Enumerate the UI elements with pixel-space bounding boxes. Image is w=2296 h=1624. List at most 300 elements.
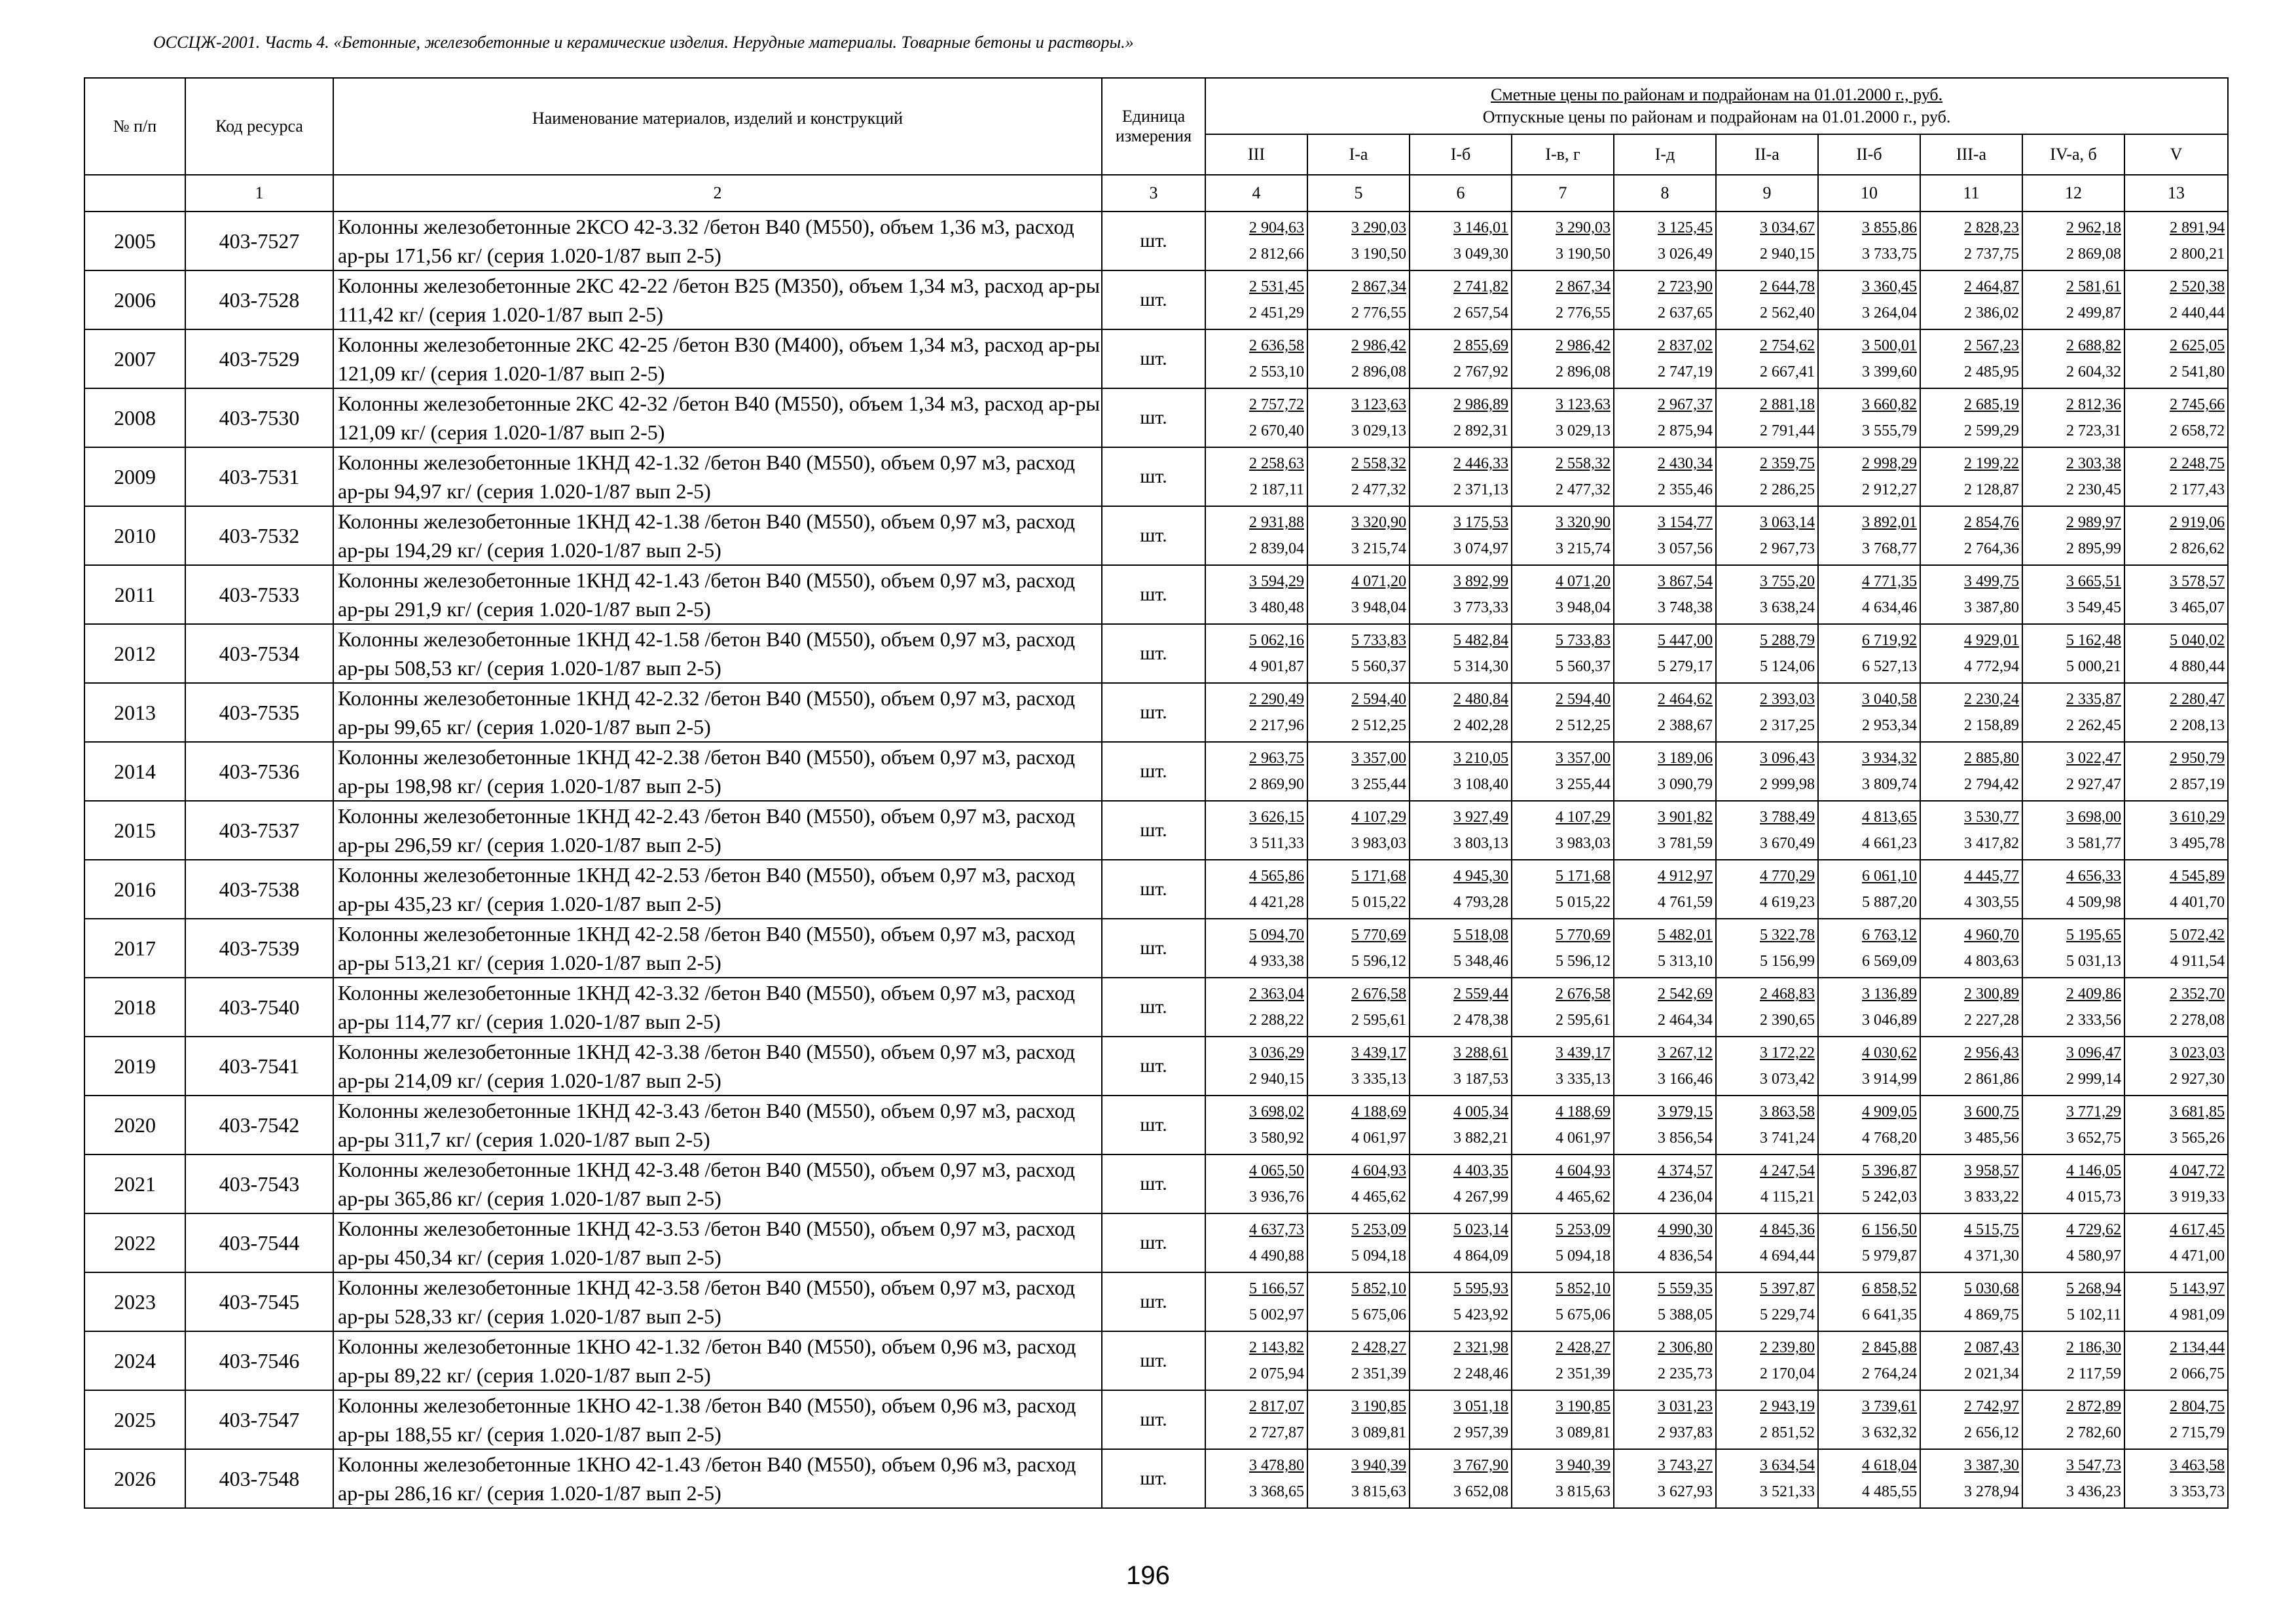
price-cell xyxy=(1920,683,2022,742)
unit: шт. xyxy=(1102,388,1205,447)
release-price: 5 675,06 xyxy=(1351,1306,1406,1323)
resource-code: 403-7535 xyxy=(185,683,333,742)
release-price: 3 733,75 xyxy=(1862,246,1917,263)
price-cell xyxy=(2124,447,2228,506)
price-cell xyxy=(1205,978,1307,1037)
release-price: 5 124,06 xyxy=(1760,658,1815,675)
estimate-price: 2 950,79 xyxy=(2170,750,2225,767)
price-cell xyxy=(1410,1449,1512,1508)
estimate-price: 3 958,57 xyxy=(1964,1162,2019,1179)
price-cell xyxy=(2022,1037,2124,1096)
release-price: 6 569,09 xyxy=(1862,953,1917,970)
release-price: 5 094,18 xyxy=(1351,1247,1406,1264)
price-cell xyxy=(1716,801,1818,860)
row-number: 2016 xyxy=(84,860,185,919)
release-price: 2 940,15 xyxy=(1249,1071,1304,1088)
estimate-price: 2 428,27 xyxy=(1351,1339,1406,1356)
release-price: 4 768,20 xyxy=(1862,1130,1917,1147)
price-cell xyxy=(2124,1213,2228,1272)
estimate-price: 2 919,06 xyxy=(2170,514,2225,531)
estimate-price: 2 855,69 xyxy=(1453,337,1508,354)
release-price: 2 658,72 xyxy=(2170,422,2225,439)
release-price: 2 485,95 xyxy=(1964,363,2019,380)
estimate-price: 4 637,73 xyxy=(1249,1221,1304,1238)
release-price: 2 355,46 xyxy=(1658,481,1713,498)
estimate-price: 3 500,01 xyxy=(1862,337,1917,354)
price-cell xyxy=(1614,1272,1716,1331)
release-price: 5 979,87 xyxy=(1862,1247,1917,1264)
estimate-price: 4 403,35 xyxy=(1453,1162,1508,1179)
resource-code: 403-7528 xyxy=(185,270,333,329)
estimate-price: 2 321,98 xyxy=(1453,1339,1508,1356)
estimate-price: 3 530,77 xyxy=(1964,809,2019,826)
release-price: 2 595,61 xyxy=(1351,1012,1406,1029)
release-price: 5 002,97 xyxy=(1249,1306,1304,1323)
release-price: 2 286,25 xyxy=(1760,481,1815,498)
release-price: 6 641,35 xyxy=(1862,1306,1917,1323)
estimate-price: 5 023,14 xyxy=(1453,1221,1508,1238)
price-cell xyxy=(2022,742,2124,801)
estimate-price: 4 813,65 xyxy=(1862,809,1917,826)
release-price: 3 089,81 xyxy=(1556,1424,1611,1441)
estimate-price: 2 685,19 xyxy=(1964,396,2019,413)
price-cell xyxy=(1205,1272,1307,1331)
item-name: Колонны железобетонные 1КНД 42-3.38 /бетон В40 (М550), объем 0,97 м3, расход ар-ры 214,09 кг/ (серия 1.020-1/87 вып 2-5) xyxy=(333,1037,1102,1096)
item-name: Колонны железобетонные 1КНД 42-3.43 /бетон В40 (М550), объем 0,97 м3, расход ар-ры 311,7 кг/ (серия 1.020-1/87 вып 2-5) xyxy=(333,1096,1102,1154)
release-price: 4 115,21 xyxy=(1760,1189,1815,1206)
estimate-price: 2 300,89 xyxy=(1964,986,2019,1003)
estimate-price: 3 901,82 xyxy=(1658,809,1713,826)
estimate-price: 3 022,47 xyxy=(2066,750,2121,767)
price-cell xyxy=(2124,1449,2228,1508)
release-price: 2 723,31 xyxy=(2066,422,2121,439)
estimate-price: 2 676,58 xyxy=(1351,986,1406,1003)
release-price: 2 217,96 xyxy=(1249,717,1304,734)
release-price: 2 839,04 xyxy=(1249,540,1304,557)
price-cell xyxy=(1410,1272,1512,1331)
estimate-price: 2 143,82 xyxy=(1249,1339,1304,1356)
price-cell xyxy=(1410,978,1512,1037)
price-cell xyxy=(1410,624,1512,683)
release-price: 2 512,25 xyxy=(1556,717,1611,734)
estimate-price: 4 445,77 xyxy=(1964,868,2019,885)
price-cell xyxy=(1716,447,1818,506)
release-price: 2 187,11 xyxy=(1249,481,1304,498)
release-price: 4 471,00 xyxy=(2170,1247,2225,1264)
price-cell xyxy=(1307,212,1410,270)
release-price: 2 235,73 xyxy=(1658,1365,1713,1382)
estimate-price: 3 146,01 xyxy=(1453,219,1508,236)
price-cell xyxy=(1512,1096,1614,1154)
release-price: 2 896,08 xyxy=(1556,363,1611,380)
price-cell xyxy=(2124,1390,2228,1449)
price-cell xyxy=(1818,742,1920,801)
price-cell xyxy=(1512,565,1614,624)
release-price: 2 478,38 xyxy=(1453,1012,1508,1029)
price-cell xyxy=(1920,1331,2022,1390)
price-cell xyxy=(1818,1096,1920,1154)
release-price: 2 851,52 xyxy=(1760,1424,1815,1441)
item-name: Колонны железобетонные 1КНД 42-1.43 /бетон В40 (М550), объем 0,97 м3, расход ар-ры 291,9 кг/ (серия 1.020-1/87 вып 2-5) xyxy=(333,565,1102,624)
price-cell xyxy=(2124,565,2228,624)
release-price: 2 794,42 xyxy=(1964,776,2019,793)
item-name: Колонны железобетонные 1КНД 42-2.58 /бетон В40 (М550), объем 0,97 м3, расход ар-ры 513,21 кг/ (серия 1.020-1/87 вып 2-5) xyxy=(333,919,1102,978)
estimate-price: 2 359,75 xyxy=(1760,455,1815,472)
release-price: 2 967,73 xyxy=(1760,540,1815,557)
release-price: 2 477,32 xyxy=(1556,481,1611,498)
release-price: 2 351,39 xyxy=(1556,1365,1611,1382)
estimate-price: 4 515,75 xyxy=(1964,1221,2019,1238)
price-cell xyxy=(1614,742,1716,801)
estimate-price: 3 031,23 xyxy=(1658,1398,1713,1415)
estimate-price: 2 986,42 xyxy=(1351,337,1406,354)
release-price: 5 015,22 xyxy=(1556,894,1611,911)
release-price: 5 314,30 xyxy=(1453,658,1508,675)
column-number: 10 xyxy=(1818,175,1920,212)
price-cell xyxy=(1205,212,1307,270)
release-price: 2 800,21 xyxy=(2170,246,2225,263)
estimate-price: 5 482,01 xyxy=(1658,927,1713,944)
header-region: V xyxy=(2124,134,2228,175)
row-number: 2022 xyxy=(84,1213,185,1272)
price-cell xyxy=(1205,329,1307,388)
estimate-price: 2 757,72 xyxy=(1249,396,1304,413)
price-cell xyxy=(1818,1037,1920,1096)
column-number: 6 xyxy=(1410,175,1512,212)
release-price: 4 465,62 xyxy=(1556,1189,1611,1206)
row-number: 2015 xyxy=(84,801,185,860)
estimate-price: 3 190,85 xyxy=(1556,1398,1611,1415)
row-number: 2012 xyxy=(84,624,185,683)
estimate-price: 2 837,02 xyxy=(1658,337,1713,354)
estimate-price: 2 581,61 xyxy=(2066,278,2121,295)
release-price: 4 661,23 xyxy=(1862,835,1917,852)
estimate-price: 3 096,43 xyxy=(1760,750,1815,767)
release-price: 3 781,59 xyxy=(1658,835,1713,852)
price-cell xyxy=(1307,801,1410,860)
resource-code: 403-7539 xyxy=(185,919,333,978)
estimate-price: 5 143,97 xyxy=(2170,1280,2225,1297)
release-price: 3 353,73 xyxy=(2170,1483,2225,1500)
release-price: 3 748,38 xyxy=(1658,599,1713,616)
price-cell xyxy=(1512,1037,1614,1096)
estimate-price: 4 565,86 xyxy=(1249,868,1304,885)
release-price: 2 875,94 xyxy=(1658,422,1713,439)
price-cell xyxy=(1205,506,1307,565)
release-price: 4 303,55 xyxy=(1964,894,2019,911)
estimate-price: 2 963,75 xyxy=(1249,750,1304,767)
estimate-price: 4 929,01 xyxy=(1964,632,2019,649)
price-cell xyxy=(1614,329,1716,388)
estimate-price: 4 047,72 xyxy=(2170,1162,2225,1179)
unit: шт. xyxy=(1102,742,1205,801)
estimate-price: 5 166,57 xyxy=(1249,1280,1304,1297)
price-cell xyxy=(1205,1096,1307,1154)
estimate-price: 4 065,50 xyxy=(1249,1162,1304,1179)
release-price: 3 049,30 xyxy=(1453,246,1508,263)
price-cell xyxy=(1205,860,1307,919)
estimate-price: 3 934,32 xyxy=(1862,750,1917,767)
price-cell xyxy=(1410,919,1512,978)
estimate-price: 2 676,58 xyxy=(1556,986,1611,1003)
estimate-price: 4 656,33 xyxy=(2066,868,2121,885)
estimate-price: 3 626,15 xyxy=(1249,809,1304,826)
price-cell xyxy=(1512,1331,1614,1390)
estimate-price: 4 945,30 xyxy=(1453,868,1508,885)
price-cell xyxy=(1307,742,1410,801)
item-name: Колонны железобетонные 1КНД 42-2.43 /бетон В40 (М550), объем 0,97 м3, расход ар-ры 296,59 кг/ (серия 1.020-1/87 вып 2-5) xyxy=(333,801,1102,860)
release-price: 3 074,97 xyxy=(1453,540,1508,557)
release-price: 2 940,15 xyxy=(1760,246,1815,263)
price-cell xyxy=(1716,1213,1818,1272)
estimate-price: 4 909,05 xyxy=(1862,1103,1917,1120)
table-row xyxy=(84,447,2228,506)
price-cell xyxy=(1614,683,1716,742)
release-price: 5 000,21 xyxy=(2066,658,2121,675)
estimate-price: 5 253,09 xyxy=(1556,1221,1611,1238)
price-cell xyxy=(1818,978,1920,1037)
price-cell xyxy=(1512,978,1614,1037)
estimate-price: 2 303,38 xyxy=(2066,455,2121,472)
item-name: Колонны железобетонные 1КНД 42-2.32 /бетон В40 (М550), объем 0,97 м3, расход ар-ры 99,65 кг/ (серия 1.020-1/87 вып 2-5) xyxy=(333,683,1102,742)
estimate-price: 5 162,48 xyxy=(2066,632,2121,649)
estimate-price: 4 604,93 xyxy=(1556,1162,1611,1179)
unit: шт. xyxy=(1102,212,1205,270)
release-price: 4 981,09 xyxy=(2170,1306,2225,1323)
release-price: 5 156,99 xyxy=(1760,953,1815,970)
estimate-price: 3 547,73 xyxy=(2066,1457,2121,1474)
release-price: 4 933,38 xyxy=(1249,953,1304,970)
item-name: Колонны железобетонные 1КНД 42-1.38 /бетон В40 (М550), объем 0,97 м3, расход ар-ры 194,29 кг/ (серия 1.020-1/87 вып 2-5) xyxy=(333,506,1102,565)
estimate-price: 5 595,93 xyxy=(1453,1280,1508,1297)
price-cell xyxy=(1716,565,1818,624)
release-price: 3 090,79 xyxy=(1658,776,1713,793)
price-cell xyxy=(1818,212,1920,270)
release-price: 5 242,03 xyxy=(1862,1189,1917,1206)
price-cell xyxy=(2124,212,2228,270)
row-number: 2005 xyxy=(84,212,185,270)
estimate-price: 5 040,02 xyxy=(2170,632,2225,649)
price-cell xyxy=(1410,683,1512,742)
estimate-price: 5 288,79 xyxy=(1760,632,1815,649)
release-price: 2 767,92 xyxy=(1453,363,1508,380)
price-cell xyxy=(1512,388,1614,447)
price-cell xyxy=(2124,919,2228,978)
estimate-price: 5 733,83 xyxy=(1556,632,1611,649)
price-cell xyxy=(1716,388,1818,447)
estimate-price: 3 698,00 xyxy=(2066,809,2121,826)
resource-code: 403-7530 xyxy=(185,388,333,447)
resource-code: 403-7537 xyxy=(185,801,333,860)
price-cell xyxy=(2124,742,2228,801)
estimate-price: 2 867,34 xyxy=(1556,278,1611,295)
price-cell xyxy=(2022,1154,2124,1213)
column-number: 5 xyxy=(1307,175,1410,212)
estimate-price: 3 892,01 xyxy=(1862,514,1917,531)
price-cell xyxy=(1512,1154,1614,1213)
estimate-price: 3 739,61 xyxy=(1862,1398,1917,1415)
estimate-price: 2 480,84 xyxy=(1453,691,1508,708)
release-price: 3 555,79 xyxy=(1862,422,1917,439)
estimate-price: 2 625,05 xyxy=(2170,337,2225,354)
price-cell xyxy=(1512,212,1614,270)
row-number: 2010 xyxy=(84,506,185,565)
price-cell xyxy=(1410,447,1512,506)
release-price: 5 348,46 xyxy=(1453,953,1508,970)
estimate-price: 5 518,08 xyxy=(1453,927,1508,944)
header-price-estimate: Сметные цены по районам и подрайонам на 01.01.2000 г., руб. xyxy=(1490,85,1943,104)
estimate-price: 2 644,78 xyxy=(1760,278,1815,295)
price-cell xyxy=(1920,860,2022,919)
price-cell xyxy=(1410,1096,1512,1154)
estimate-price: 4 617,45 xyxy=(2170,1221,2225,1238)
estimate-price: 2 335,87 xyxy=(2066,691,2121,708)
estimate-price: 2 741,82 xyxy=(1453,278,1508,295)
release-price: 3 480,48 xyxy=(1249,599,1304,616)
estimate-price: 3 665,51 xyxy=(2066,573,2121,590)
price-cell xyxy=(1614,801,1716,860)
price-cell xyxy=(1410,388,1512,447)
release-price: 2 927,30 xyxy=(2170,1071,2225,1088)
price-cell xyxy=(1818,1272,1920,1331)
table-row xyxy=(84,683,2228,742)
estimate-price: 2 430,34 xyxy=(1658,455,1713,472)
estimate-price: 3 320,90 xyxy=(1556,514,1611,531)
price-cell xyxy=(1818,801,1920,860)
price-cell xyxy=(1920,978,2022,1037)
row-number: 2025 xyxy=(84,1390,185,1449)
table-row xyxy=(84,506,2228,565)
release-price: 2 776,55 xyxy=(1556,304,1611,322)
estimate-price: 5 253,09 xyxy=(1351,1221,1406,1238)
estimate-price: 5 322,78 xyxy=(1760,927,1815,944)
estimate-price: 5 268,94 xyxy=(2066,1280,2121,1297)
item-name: Колонны железобетонные 1КНД 42-3.53 /бетон В40 (М550), объем 0,97 м3, расход ар-ры 450,34 кг/ (серия 1.020-1/87 вып 2-5) xyxy=(333,1213,1102,1272)
resource-code: 403-7540 xyxy=(185,978,333,1037)
unit: шт. xyxy=(1102,860,1205,919)
release-price: 4 580,97 xyxy=(2066,1247,2121,1264)
release-price: 3 521,33 xyxy=(1760,1483,1815,1500)
release-price: 2 764,24 xyxy=(1862,1365,1917,1382)
estimate-price: 4 770,29 xyxy=(1760,868,1815,885)
row-number: 2021 xyxy=(84,1154,185,1213)
unit: шт. xyxy=(1102,683,1205,742)
price-cell xyxy=(1716,212,1818,270)
release-price: 3 335,13 xyxy=(1351,1071,1406,1088)
resource-code: 403-7533 xyxy=(185,565,333,624)
estimate-price: 3 210,05 xyxy=(1453,750,1508,767)
row-number: 2014 xyxy=(84,742,185,801)
item-name: Колонны железобетонные 2КС 42-22 /бетон В25 (М350), объем 1,34 м3, расход ар-ры 111,42 кг/ (серия 1.020-1/87 вып 2-5) xyxy=(333,270,1102,329)
price-cell xyxy=(1410,1037,1512,1096)
column-number: 8 xyxy=(1614,175,1716,212)
price-cell xyxy=(1512,919,1614,978)
estimate-price: 2 558,32 xyxy=(1351,455,1406,472)
price-cell xyxy=(1920,742,2022,801)
price-cell xyxy=(1307,1154,1410,1213)
price-cell xyxy=(1818,683,1920,742)
price-cell xyxy=(1818,565,1920,624)
price-cell xyxy=(1512,742,1614,801)
column-number: 3 xyxy=(1102,175,1205,212)
price-cell xyxy=(1205,919,1307,978)
release-price: 2 227,28 xyxy=(1964,1012,2019,1029)
price-cell xyxy=(1920,1096,2022,1154)
price-cell xyxy=(2124,1272,2228,1331)
price-cell xyxy=(2022,860,2124,919)
release-price: 2 927,47 xyxy=(2066,776,2121,793)
estimate-price: 2 745,66 xyxy=(2170,396,2225,413)
price-cell xyxy=(1716,860,1818,919)
estimate-price: 2 956,43 xyxy=(1964,1044,2019,1061)
unit: шт. xyxy=(1102,1154,1205,1213)
estimate-price: 2 520,38 xyxy=(2170,278,2225,295)
price-cell xyxy=(1307,388,1410,447)
price-cell xyxy=(1614,624,1716,683)
item-name: Колонны железобетонные 1КНО 42-1.32 /бетон В40 (М550), объем 0,96 м3, расход ар-ры 89,22 кг/ (серия 1.020-1/87 вып 2-5) xyxy=(333,1331,1102,1390)
release-price: 3 856,54 xyxy=(1658,1130,1713,1147)
price-cell xyxy=(2022,1331,2124,1390)
estimate-price: 3 979,15 xyxy=(1658,1103,1713,1120)
price-cell xyxy=(1307,1037,1410,1096)
estimate-price: 3 123,63 xyxy=(1351,396,1406,413)
estimate-price: 3 175,53 xyxy=(1453,514,1508,531)
estimate-price: 2 812,36 xyxy=(2066,396,2121,413)
estimate-price: 3 681,85 xyxy=(2170,1103,2225,1120)
estimate-price: 2 867,34 xyxy=(1351,278,1406,295)
release-price: 4 619,23 xyxy=(1760,894,1815,911)
price-cell xyxy=(1818,919,1920,978)
release-price: 4 465,62 xyxy=(1351,1189,1406,1206)
price-cell xyxy=(2022,1213,2124,1272)
price-cell xyxy=(1512,801,1614,860)
release-price: 2 170,04 xyxy=(1760,1365,1815,1382)
estimate-price: 3 320,90 xyxy=(1351,514,1406,531)
price-cell xyxy=(1614,1154,1716,1213)
estimate-price: 5 770,69 xyxy=(1351,927,1406,944)
price-cell xyxy=(2022,212,2124,270)
header-region: II-б xyxy=(1818,134,1920,175)
estimate-price: 3 439,17 xyxy=(1351,1044,1406,1061)
release-price: 2 386,02 xyxy=(1964,304,2019,322)
table-row xyxy=(84,860,2228,919)
estimate-price: 5 195,65 xyxy=(2066,927,2121,944)
estimate-price: 3 634,54 xyxy=(1760,1457,1815,1474)
price-cell xyxy=(1205,683,1307,742)
release-price: 2 999,98 xyxy=(1760,776,1815,793)
price-cell xyxy=(1512,860,1614,919)
release-price: 3 495,78 xyxy=(2170,835,2225,852)
estimate-price: 2 967,37 xyxy=(1658,396,1713,413)
estimate-price: 3 172,22 xyxy=(1760,1044,1815,1061)
estimate-price: 4 545,89 xyxy=(2170,868,2225,885)
release-price: 3 026,49 xyxy=(1658,246,1713,263)
estimate-price: 4 107,29 xyxy=(1351,809,1406,826)
release-price: 2 117,59 xyxy=(2066,1365,2121,1382)
release-price: 2 333,56 xyxy=(2066,1012,2121,1029)
release-price: 2 599,29 xyxy=(1964,422,2019,439)
price-cell xyxy=(2124,624,2228,683)
release-price: 2 953,34 xyxy=(1862,717,1917,734)
estimate-price: 4 005,34 xyxy=(1453,1103,1508,1120)
estimate-price: 3 290,03 xyxy=(1351,219,1406,236)
release-price: 5 279,17 xyxy=(1658,658,1713,675)
release-price: 4 490,88 xyxy=(1249,1247,1304,1264)
price-cell xyxy=(1205,742,1307,801)
estimate-price: 5 171,68 xyxy=(1351,868,1406,885)
price-cell xyxy=(1920,329,2022,388)
estimate-price: 3 863,58 xyxy=(1760,1103,1815,1120)
